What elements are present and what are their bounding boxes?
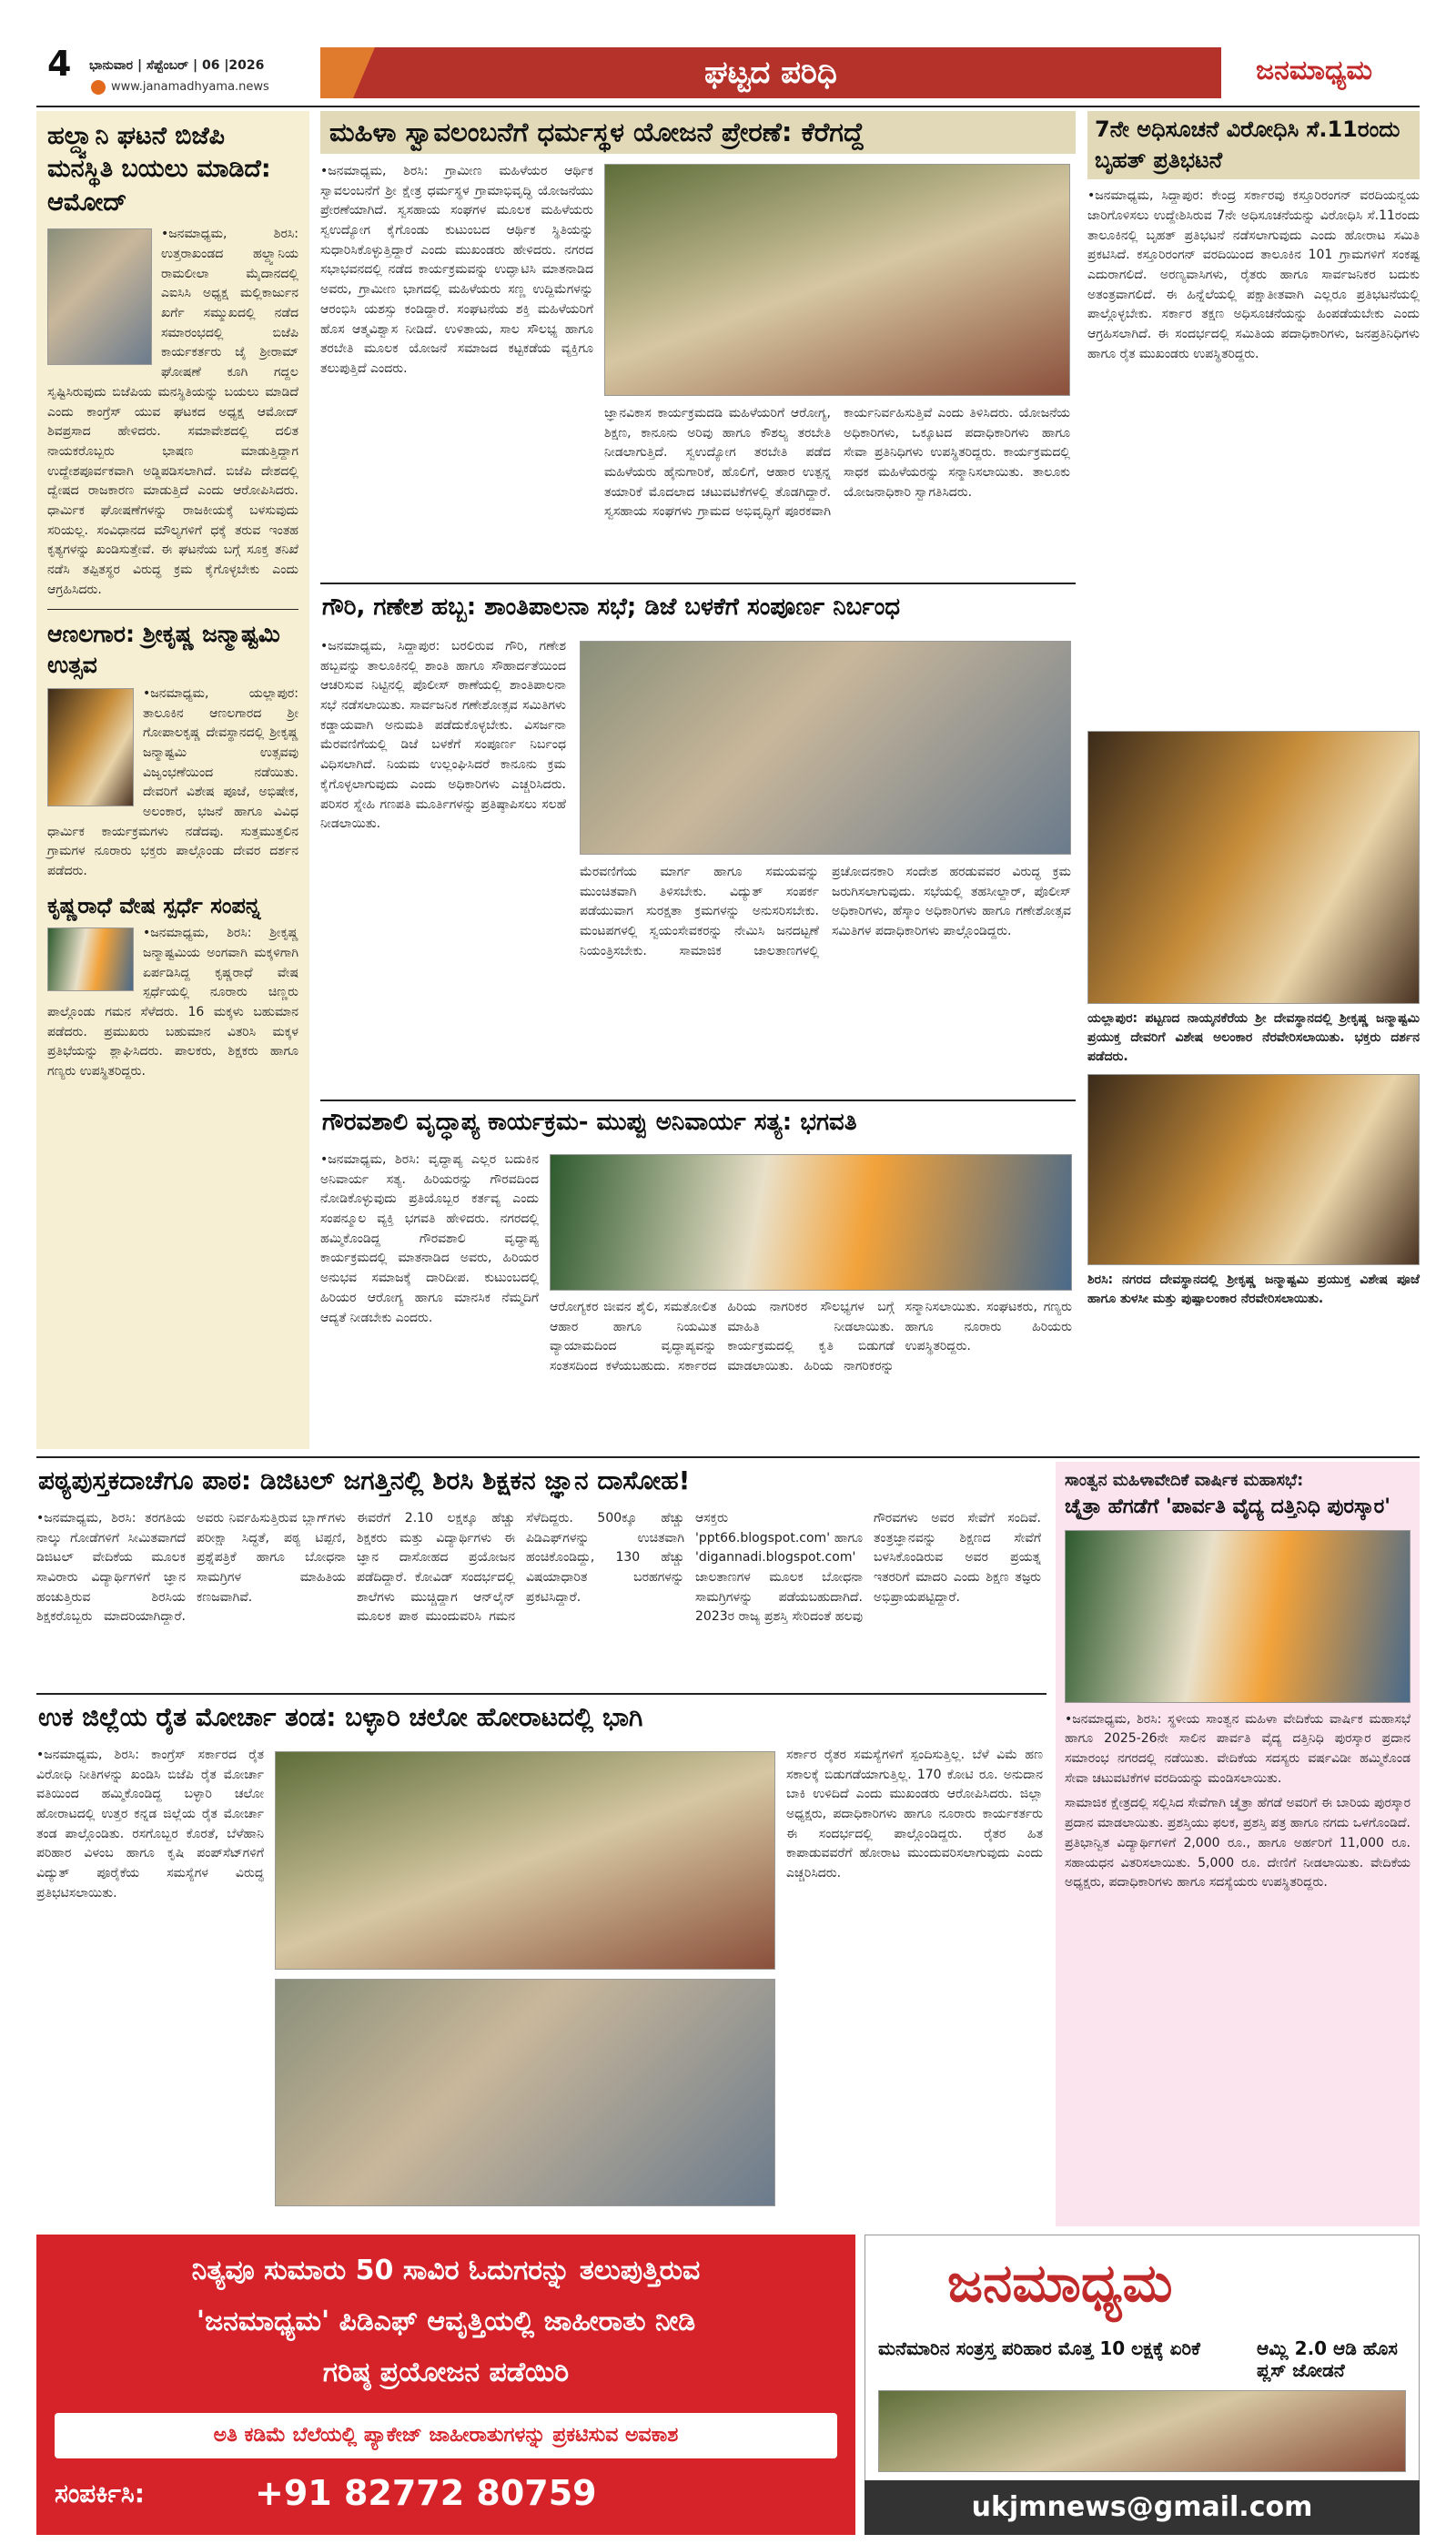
lead-headline: ಮಹಿಳಾ ಸ್ವಾವಲಂಬನೆಗೆ ಧರ್ಮಸ್ಥಳ ಯೋಜನೆ ಪ್ರೇರಣೆ: ಕೆರೆಗದ್ದೆ <box>320 111 1076 154</box>
story3-photo <box>47 927 134 991</box>
right-caption-1: ಯಲ್ಲಾಪುರ: ಪಟ್ಟಣದ ನಾಯ್ಕನಕೆರೆಯ ಶ್ರೀ ದೇವಸ್ಥಾನದಲ್ಲಿ ಶ್ರೀಕೃಷ್ಣ ಜನ್ಮಾಷ್ಟಮಿ ಪ್ರಯುಕ್ತ ದೇವರಿಗೆ ವಿಶೇಷ ಅಲಂಕಾರ ನೆರವೇರಿಸಲಾಯಿತು. ಭಕ್ತರು ದರ್ಶನ ಪಡೆದರು. <box>1087 1011 1420 1065</box>
story1-headline: ಹಲ್ದ್ವಾನಿ ಘಟನೆ ಬಿಜೆಪಿ ಮನಸ್ಥಿತಿ ಬಯಲು ಮಾಡಿದೆ: ಆಮೋದ್ <box>47 122 271 217</box>
website-icon <box>91 80 106 95</box>
farmers-story <box>36 1698 1046 2226</box>
right-temple-photo-2 <box>1087 1074 1420 1265</box>
digital-story <box>36 1462 1046 1689</box>
digital-body-3: ಆಸಕ್ತರು 'ppt66.blogspot.com' ಹಾಗೂ 'digannadi.blogspot.com' ಜಾಲತಾಣಗಳ ಮೂಲಕ ಬೋಧನಾ ಸಾಮಗ್ರಿಗಳನ್ನು ಪಡೆಯಬಹುದಾಗಿದೆ. 2023ರ ರಾಜ್ಯ ಪ್ರಶಸ್ತಿ ಸೇರಿದಂತೆ ಹಲವು ಗೌರವಗಳು ಅವರ ಸೇವೆಗೆ ಸಂದಿವೆ. ತಂತ್ರಜ್ಞಾನವನ್ನು ಶಿಕ್ಷಣದ ಸೇವೆಗೆ ಬಳಸಿಕೊಂಡಿರುವ ಅವರ ಪ್ರಯತ್ನ ಇತರರಿಗೆ ಮಾದರಿ ಎಂದು ಶಿಕ್ಷಣ ತಜ್ಞರು ಅಭಿಪ್ರಾಯಪಟ್ಟಿದ್ದಾರೆ. <box>695 1511 1041 1625</box>
women-kicker: ಸಾಂತ್ವನ ಮಹಿಳಾವೇದಿಕೆ ವಾರ್ಷಿಕ ಮಹಾಸಭೆ: <box>1065 1471 1304 1490</box>
ganesh-body-2: ಮೆರವಣಿಗೆಯ ಮಾರ್ಗ ಹಾಗೂ ಸಮಯವನ್ನು ಮುಂಚಿತವಾಗಿ ತಿಳಿಸಬೇಕು. ವಿದ್ಯುತ್ ಸಂಪರ್ಕ ಪಡೆಯುವಾಗ ಸುರಕ್ಷತಾ ಕ್ರಮಗಳನ್ನು ಅನುಸರಿಸಬೇಕು. ಮಂಟಪಗಳಲ್ಲಿ ಸ್ವಯಂಸೇವಕರನ್ನು ನೇಮಿಸಿ ಜನದಟ್ಟಣೆ ನಿಯಂತ್ರಿಸಬೇಕು. ಸಾಮಾಜಿಕ ಜಾಲತಾಣಗಳಲ್ಲಿ ಪ್ರಚೋದನಕಾರಿ ಸಂದೇಶ ಹರಡುವವರ ವಿರುದ್ಧ ಕ್ರಮ ಜರುಗಿಸಲಾಗುವುದು. ಸಭೆಯಲ್ಲಿ ತಹಸೀಲ್ದಾರ್, ಪೊಲೀಸ್ ಅಧಿಕಾರಿಗಳು, ಹೆಸ್ಕಾಂ ಅಧಿಕಾರಿಗಳು ಹಾಗೂ ಗಣೇಶೋತ್ಸವ ಸಮಿತಿಗಳ ಪದಾಧಿಕಾರಿಗಳು ಪಾಲ್ಗೊಂಡಿದ್ದರು. <box>580 865 1071 958</box>
website-link[interactable]: www.janamadhyama.news <box>111 80 269 94</box>
brand-logo: ಜನಮಾಧ್ಯಮ <box>1256 55 1373 86</box>
header-rule <box>36 106 1420 107</box>
ad-block <box>36 2235 1420 2535</box>
women-story <box>1056 1462 1420 2226</box>
story3-headline: ಕೃಷ್ಣರಾಧೆ ವೇಷ ಸ್ಪರ್ಧೆ ಸಂಪನ್ನ <box>47 892 261 918</box>
elder-body-2: ಆರೋಗ್ಯಕರ ಜೀವನ ಶೈಲಿ, ಸಮತೋಲಿತ ಆಹಾರ ಹಾಗೂ ನಿಯಮಿತ ವ್ಯಾಯಾಮದಿಂದ ವೃದ್ಧಾಪ್ಯವನ್ನು ಸಂತಸದಿಂದ ಕಳೆಯಬಹುದು. ಸರ್ಕಾರದ ಹಿರಿಯ ನಾಗರಿಕರ ಸೌಲಭ್ಯಗಳ ಬಗ್ಗೆ ಮಾಹಿತಿ ನೀಡಲಾಯಿತು. ಕಾರ್ಯಕ್ರಮದಲ್ಲಿ ಕೃತಿ ಬಿಡುಗಡೆ ಮಾಡಲಾಯಿತು. ಹಿರಿಯ ನಾಗರಿಕರನ್ನು ಸನ್ಮಾನಿಸಲಾಯಿತು. ಸಂಘಟಕರು, ಗಣ್ಯರು ಹಾಗೂ ನೂರಾರು ಹಿರಿಯರು ಉಪಸ್ಥಿತರಿದ್ದರು. <box>550 1300 1072 1374</box>
ad-line-4-bar <box>55 2413 837 2458</box>
lead-story <box>320 111 1076 575</box>
ganesh-photo <box>580 641 1071 855</box>
farmers-photo-2 <box>275 1979 775 2206</box>
divider <box>36 1693 1046 1695</box>
ad-line-2: 'ಜನಮಾಧ್ಯಮ' ಪಿಡಿಎಫ್ ಆವೃತ್ತಿಯಲ್ಲಿ ಜಾಹೀರಾತು ನೀಡಿ <box>196 2306 696 2337</box>
ad-mini-headline-1: ಮನೆಮಾರಿನ ಸಂತ್ರಸ್ತ ಪರಿಹಾರ ಮೊತ್ತ 10 ಲಕ್ಷಕ್ಕೆ ಏರಿಕೆ <box>878 2337 1200 2359</box>
ganesh-body-1: •ಜನಮಾಧ್ಯಮ, ಸಿದ್ದಾಪುರ: ಬರಲಿರುವ ಗೌರಿ, ಗಣೇಶ ಹಬ್ಬವನ್ನು ತಾಲೂಕಿನಲ್ಲಿ ಶಾಂತಿ ಹಾಗೂ ಸೌಹಾರ್ದತೆಯಿಂದ ಆಚರಿಸುವ ನಿಟ್ಟಿನಲ್ಲಿ ಪೊಲೀಸ್ ಠಾಣೆಯಲ್ಲಿ ಶಾಂತಿಪಾಲನಾ ಸಭೆ ನಡೆಸಲಾಯಿತು. ಸಾರ್ವಜನಿಕ ಗಣೇಶೋತ್ಸವ ಸಮಿತಿಗಳು ಕಡ್ಡಾಯವಾಗಿ ಅನುಮತಿ ಪಡೆದುಕೊಳ್ಳಬೇಕು. ವಿಸರ್ಜನಾ ಮೆರವಣಿಗೆಯಲ್ಲಿ ಡಿಜೆ ಬಳಕೆಗೆ ಸಂಪೂರ್ಣ ನಿರ್ಬಂಧ ವಿಧಿಸಲಾಗಿದೆ. ನಿಯಮ ಉಲ್ಲಂಘಿಸಿದರೆ ಕಾನೂನು ಕ್ರಮ ಕೈಗೊಳ್ಳಲಾಗುವುದು ಎಂದು ಅಧಿಕಾರಿಗಳು ಎಚ್ಚರಿಸಿದರು. ಪರಿಸರ ಸ್ನೇಹಿ ಗಣಪತಿ ಮೂರ್ತಿಗಳನ್ನು ಪ್ರತಿಷ್ಠಾಪಿಸಲು ಸಲಹೆ ನೀಡಲಾಯಿತು. <box>320 639 566 832</box>
story1-body: •ಜನಮಾಧ್ಯಮ, ಶಿರಸಿ: ಉತ್ತರಾಖಂಡದ ಹಲ್ದ್ವಾನಿಯ ರಾಮಲೀಲಾ ಮೈದಾನದಲ್ಲಿ ಎಐಸಿಸಿ ಅಧ್ಯಕ್ಷ ಮಲ್ಲಿಕಾರ್ಜುನ ಖರ್ಗೆ ಸಮ್ಮುಖದಲ್ಲಿ ನಡೆದ ಸಮಾರಂಭದಲ್ಲಿ ಬಿಜೆಪಿ ಕಾರ್ಯಕರ್ತರು ಜೈ ಶ್ರೀರಾಮ್ ಘೋಷಣೆ ಕೂಗಿ ಗದ್ದಲ ಸೃಷ್ಟಿಸಿರುವುದು ಬಿಜೆಪಿಯ ಮನಸ್ಥಿತಿಯನ್ನು ಬಯಲು ಮಾಡಿದೆ ಎಂದು ಕಾಂಗ್ರೆಸ್ ಯುವ ಘಟಕದ ಅಧ್ಯಕ್ಷ ಆಮೋದ್ ಶಿವಪ್ರಸಾದ ಹೇಳಿದರು. ಸಮಾವೇಶದಲ್ಲಿ ದಲಿತ ನಾಯಕರೊಬ್ಬರು ಭಾಷಣ ಮಾಡುತ್ತಿದ್ದಾಗ ಉದ್ದೇಶಪೂರ್ವಕವಾಗಿ ಅಡ್ಡಿಪಡಿಸಲಾಗಿದೆ. ಬಿಜೆಪಿ ದೇಶದಲ್ಲಿ ದ್ವೇಷದ ರಾಜಕಾರಣ ಮಾಡುತ್ತಿದೆ ಎಂದು ಆರೋಪಿಸಿದರು. ಧಾರ್ಮಿಕ ಘೋಷಣೆಗಳನ್ನು ರಾಜಕೀಯಕ್ಕೆ ಬಳಸುವುದು ಸರಿಯಲ್ಲ. ಸಂವಿಧಾನದ ಮೌಲ್ಯಗಳಿಗೆ ಧಕ್ಕೆ ತರುವ ಇಂತಹ ಕೃತ್ಯಗಳನ್ನು ಖಂಡಿಸುತ್ತೇವೆ. ಈ ಘಟನೆಯ ಬಗ್ಗೆ ಸೂಕ್ತ ತನಿಖೆ ನಡೆಸಿ ತಪ್ಪಿತಸ್ಥರ ವಿರುದ್ಧ ಕ್ರಮ ಕೈಗೊಳ್ಳಬೇಕು ಎಂದು ಆಗ್ರಹಿಸಿದರು. <box>47 227 298 597</box>
farmers-body-2: ಸರ್ಕಾರ ರೈತರ ಸಮಸ್ಯೆಗಳಿಗೆ ಸ್ಪಂದಿಸುತ್ತಿಲ್ಲ. ಬೆಳೆ ವಿಮೆ ಹಣ ಸಕಾಲಕ್ಕೆ ಬಿಡುಗಡೆಯಾಗುತ್ತಿಲ್ಲ. 170 ಕೋಟಿ ರೂ. ಅನುದಾನ ಬಾಕಿ ಉಳಿದಿದೆ ಎಂದು ಮುಖಂಡರು ಆರೋಪಿಸಿದರು. ಜಿಲ್ಲಾ ಅಧ್ಯಕ್ಷರು, ಪದಾಧಿಕಾರಿಗಳು ಹಾಗೂ ನೂರಾರು ಕಾರ್ಯಕರ್ತರು ಈ ಸಂದರ್ಭದಲ್ಲಿ ಪಾಲ್ಗೊಂಡಿದ್ದರು. ರೈತರ ಹಿತ ಕಾಪಾಡುವವರೆಗೆ ಹೋರಾಟ ಮುಂದುವರಿಸಲಾಗುವುದು ಎಂದು ಎಚ್ಚರಿಸಿದರು. <box>786 1748 1043 1881</box>
divider <box>36 1456 1420 1458</box>
elder-photo <box>550 1154 1072 1291</box>
ad-phone[interactable]: +91 82772 80759 <box>255 2473 597 2513</box>
story2-photo <box>47 688 134 806</box>
dateline: ಭಾನುವಾರ | ಸೆಪ್ಟೆಂಬರ್ | 06 |2026 <box>89 58 265 73</box>
elder-headline: ಗೌರವಶಾಲಿ ವೃದ್ಧಾಪ್ಯ ಕಾರ್ಯಕ್ರಮ- ಮುಪ್ಪು ಅನಿವಾರ್ಯ ಸತ್ಯ: ಭಗವತಿ <box>322 1109 857 1136</box>
elder-body-1: •ಜನಮಾಧ್ಯಮ, ಶಿರಸಿ: ವೃದ್ಧಾಪ್ಯ ಎಲ್ಲರ ಬದುಕಿನ ಅನಿವಾರ್ಯ ಸತ್ಯ. ಹಿರಿಯರನ್ನು ಗೌರವದಿಂದ ನೋಡಿಕೊಳ್ಳುವುದು ಪ್ರತಿಯೊಬ್ಬರ ಕರ್ತವ್ಯ ಎಂದು ಸಂಪನ್ಮೂಲ ವ್ಯಕ್ತಿ ಭಗವತಿ ಹೇಳಿದರು. ನಗರದಲ್ಲಿ ಹಮ್ಮಿಕೊಂಡಿದ್ದ ಗೌರವಶಾಲಿ ವೃದ್ಧಾಪ್ಯ ಕಾರ್ಯಕ್ರಮದಲ್ಲಿ ಮಾತನಾಡಿದ ಅವರು, ಹಿರಿಯರ ಅನುಭವ ಸಮಾಜಕ್ಕೆ ದಾರಿದೀಪ. ಕುಟುಂಬದಲ್ಲಿ ಹಿರಿಯರ ಆರೋಗ್ಯ ಹಾಗೂ ಮಾನಸಿಕ ನೆಮ್ಮದಿಗೆ ಆದ್ಯತೆ ನೀಡಬೇಕು ಎಂದರು. <box>320 1152 539 1325</box>
page-number: 4 <box>47 44 72 84</box>
ad-mini-photo <box>878 2390 1406 2472</box>
ad-contact-label: ಸಂಪರ್ಕಿಸಿ: <box>55 2478 145 2509</box>
right-caption-2: ಶಿರಸಿ: ನಗರದ ದೇವಸ್ಥಾನದಲ್ಲಿ ಶ್ರೀಕೃಷ್ಣ ಜನ್ಮಾಷ್ಟಮಿ ಪ್ರಯುಕ್ತ ವಿಶೇಷ ಪೂಜೆ ಹಾಗೂ ತುಳಸೀ ಮತ್ತು ಪುಷ್ಪಾಲಂಕಾರ ನೆರವೇರಿಸಲಾಯಿತು. <box>1087 1272 1420 1307</box>
digital-body-2: ಈವರೆಗೆ 2.10 ಲಕ್ಷಕ್ಕೂ ಹೆಚ್ಚು ಶಿಕ್ಷಕರು ಮತ್ತು ವಿದ್ಯಾರ್ಥಿಗಳು ಈ ಜ್ಞಾನ ದಾಸೋಹದ ಪ್ರಯೋಜನ ಪಡೆದಿದ್ದಾರೆ. ಕೋವಿಡ್ ಸಂದರ್ಭದಲ್ಲಿ ಶಾಲೆಗಳು ಮುಚ್ಚಿದ್ದಾಗ ಆನ್‌ಲೈನ್ ಮೂಲಕ ಪಾಠ ಮುಂದುವರಿಸಿ ಗಮನ ಸೆಳೆದಿದ್ದರು. 500ಕ್ಕೂ ಹೆಚ್ಚು ಪಿಡಿಎಫ್‌ಗಳನ್ನು ಉಚಿತವಾಗಿ ಹಂಚಿಕೊಂಡಿದ್ದು, 130 ಹೆಚ್ಚು ವಿಷಯಾಧಾರಿತ ಬರಹಗಳನ್ನು ಪ್ರಕಟಿಸಿದ್ದಾರೆ. <box>357 1511 684 1625</box>
right-top-body: •ಜನಮಾಧ್ಯಮ, ಸಿದ್ದಾಪುರ: ಕೇಂದ್ರ ಸರ್ಕಾರವು ಕಸ್ತೂರಿರಂಗನ್ ವರದಿಯನ್ವಯ ಜಾರಿಗೊಳಿಸಲು ಉದ್ದೇಶಿಸಿರುವ 7ನೇ ಅಧಿಸೂಚನೆಯನ್ನು ವಿರೋಧಿಸಿ ಸೆ.11ರಂದು ತಾಲೂಕಿನಲ್ಲಿ ಬೃಹತ್ ಪ್ರತಿಭಟನೆ ನಡೆಸಲಾಗುವುದು ಎಂದು ಹೋರಾಟ ಸಮಿತಿ ಪ್ರಕಟಿಸಿದೆ. ಕಸ್ತೂರಿರಂಗನ್ ವರದಿಯಿಂದ ತಾಲೂಕಿನ 101 ಗ್ರಾಮಗಳಿಗೆ ಸಂಕಷ್ಟ ಎದುರಾಗಲಿದೆ. ಅರಣ್ಯವಾಸಿಗಳು, ರೈತರು ಹಾಗೂ ಸಾರ್ವಜನಿಕರ ಬದುಕು ಅತಂತ್ರವಾಗಲಿದೆ. ಈ ಹಿನ್ನೆಲೆಯಲ್ಲಿ ಪಕ್ಷಾತೀತವಾಗಿ ಎಲ್ಲರೂ ಪ್ರತಿಭಟನೆಯಲ್ಲಿ ಪಾಲ್ಗೊಳ್ಳಬೇಕು. ಸರ್ಕಾರ ತಕ್ಷಣ ಅಧಿಸೂಚನೆಯನ್ನು ಹಿಂಪಡೆಯಬೇಕು ಎಂದು ಆಗ್ರಹಿಸಲಾಗಿದೆ. ಈ ಸಂದರ್ಭದಲ್ಲಿ ಸಮಿತಿಯ ಪದಾಧಿಕಾರಿಗಳು, ಜನಪ್ರತಿನಿಧಿಗಳು ಹಾಗೂ ರೈತ ಮುಖಂಡರು ಉಪಸ್ಥಿತರಿದ್ದರು. <box>1087 188 1420 361</box>
section-title: ಘಟ್ಟದ ಪರಿಧಿ <box>704 55 837 91</box>
farmers-photo-1 <box>275 1751 775 1970</box>
page-header <box>0 0 1456 109</box>
farmers-body-1: •ಜನಮಾಧ್ಯಮ, ಶಿರಸಿ: ಕಾಂಗ್ರೆಸ್ ಸರ್ಕಾರದ ರೈತ ವಿರೋಧಿ ನೀತಿಗಳನ್ನು ಖಂಡಿಸಿ ಬಿಜೆಪಿ ರೈತ ಮೋರ್ಚಾ ವತಿಯಿಂದ ಹಮ್ಮಿಕೊಂಡಿದ್ದ ಬಳ್ಳಾರಿ ಚಲೋ ಹೋರಾಟದಲ್ಲಿ ಉತ್ತರ ಕನ್ನಡ ಜಿಲ್ಲೆಯ ರೈತ ಮೋರ್ಚಾ ತಂಡ ಪಾಲ್ಗೊಂಡಿತು. ರಸಗೊಬ್ಬರ ಕೊರತೆ, ಬೆಳೆಹಾನಿ ಪರಿಹಾರ ವಿಳಂಬ ಹಾಗೂ ಕೃಷಿ ಪಂಪ್‌ಸೆಟ್‌ಗಳಿಗೆ ವಿದ್ಯುತ್ ಪೂರೈಕೆಯ ಸಮಸ್ಯೆಗಳ ವಿರುದ್ಧ ಪ್ರತಿಭಟಿಸಲಾಯಿತು. <box>36 1748 264 1900</box>
left-column <box>36 111 309 1449</box>
story3-body: •ಜನಮಾಧ್ಯಮ, ಶಿರಸಿ: ಶ್ರೀಕೃಷ್ಣ ಜನ್ಮಾಷ್ಟಮಿಯ ಅಂಗವಾಗಿ ಮಕ್ಕಳಿಗಾಗಿ ಏರ್ಪಡಿಸಿದ್ದ ಕೃಷ್ಣರಾಧೆ ವೇಷ ಸ್ಪರ್ಧೆಯಲ್ಲಿ ನೂರಾರು ಚಿಣ್ಣರು ಪಾಲ್ಗೊಂಡು ಗಮನ ಸೆಳೆದರು. 16 ಮಕ್ಕಳು ಬಹುಮಾನ ಪಡೆದರು. ಪ್ರಮುಖರು ಬಹುಮಾನ ವಿತರಿಸಿ ಮಕ್ಕಳ ಪ್ರತಿಭೆಯನ್ನು ಶ್ಲಾಘಿಸಿದರು. ಪಾಲಕರು, ಶಿಕ್ಷಕರು ಹಾಗೂ ಗಣ್ಯರು ಉಪಸ್ಥಿತರಿದ್ದರು. <box>47 926 298 1079</box>
digital-headline: ಪಠ್ಯಪುಸ್ತಕದಾಚೆಗೂ ಪಾಠ: ಡಿಜಿಟಲ್ ಜಗತ್ತಿನಲ್ಲಿ ಶಿರಸಿ ಶಿಕ್ಷಕನ ಜ್ಞಾನ ದಾಸೋಹ! <box>38 1465 691 1495</box>
lead-body-1: •ಜನಮಾಧ್ಯಮ, ಶಿರಸಿ: ಗ್ರಾಮೀಣ ಮಹಿಳೆಯರ ಆರ್ಥಿಕ ಸ್ವಾವಲಂಬನೆಗೆ ಶ್ರೀ ಕ್ಷೇತ್ರ ಧರ್ಮಸ್ಥಳ ಗ್ರಾಮಾಭಿವೃದ್ಧಿ ಯೋಜನೆಯು ಪ್ರೇರಣೆಯಾಗಿದೆ. ಸ್ವಸಹಾಯ ಸಂಘಗಳ ಮೂಲಕ ಮಹಿಳೆಯರು ಸ್ವಉದ್ಯೋಗ ಕೈಗೊಂಡು ಕುಟುಂಬದ ಆರ್ಥಿಕ ಸ್ಥಿತಿಯನ್ನು ಸುಧಾರಿಸಿಕೊಳ್ಳುತ್ತಿದ್ದಾರೆ ಎಂದು ಮುಖಂಡರು ಹೇಳಿದರು. ನಗರದ ಸಭಾಭವನದಲ್ಲಿ ನಡೆದ ಕಾರ್ಯಕ್ರಮವನ್ನು ಉದ್ಘಾಟಿಸಿ ಮಾತನಾಡಿದ ಅವರು, ಗ್ರಾಮೀಣ ಭಾಗದಲ್ಲಿ ಮಹಿಳೆಯರು ಸಣ್ಣ ಉದ್ದಿಮೆಗಳನ್ನು ಆರಂಭಿಸಿ ಯಶಸ್ಸು ಕಂಡಿದ್ದಾರೆ. ಸಂಘಟನೆಯ ಶಕ್ತಿ ಮಹಿಳೆಯರಿಗೆ ಹೊಸ ಆತ್ಮವಿಶ್ವಾಸ ನೀಡಿದೆ. ಉಳಿತಾಯ, ಸಾಲ ಸೌಲಭ್ಯ ಹಾಗೂ ತರಬೇತಿ ಮೂಲಕ ಯೋಜನೆ ಸಮಾಜದ ಕಟ್ಟಕಡೆಯ ವ್ಯಕ್ತಿಗೂ ತಲುಪುತ್ತಿದೆ ಎಂದರು. <box>320 164 593 376</box>
lead-photo <box>604 164 1070 396</box>
ad-line-1: ನಿತ್ಯವೂ ಸುಮಾರು 50 ಸಾವಿರ ಓದುಗರನ್ನು ತಲುಪುತ್ತಿರುವ <box>191 2255 701 2286</box>
ad-line-3: ಗರಿಷ್ಠ ಪ್ರಯೋಜನ ಪಡೆಯಿರಿ <box>322 2356 570 2388</box>
right-top-headline: 7ನೇ ಅಧಿಸೂಚನೆ ವಿರೋಧಿಸಿ ಸೆ.11ರಂದು ಬೃಹತ್ ಪ್ರತಿಭಟನೆ <box>1087 111 1420 179</box>
ad-line-4: ಅತಿ ಕಡಿಮೆ ಬೆಲೆಯಲ್ಲಿ ಪ್ಯಾಕೇಜ್ ಜಾಹೀರಾತುಗಳನ್ನು ಪ್ರಕಟಿಸುವ ಅವಕಾಶ <box>213 2424 679 2447</box>
story1-photo <box>47 228 152 365</box>
digital-body-1: •ಜನಮಾಧ್ಯಮ, ಶಿರಸಿ: ತರಗತಿಯ ನಾಲ್ಕು ಗೋಡೆಗಳಿಗೆ ಸೀಮಿತವಾಗದೆ ಡಿಜಿಟಲ್ ವೇದಿಕೆಯ ಮೂಲಕ ಸಾವಿರಾರು ವಿದ್ಯಾರ್ಥಿಗಳಿಗೆ ಜ್ಞಾನ ಹಂಚುತ್ತಿರುವ ಶಿರಸಿಯ ಶಿಕ್ಷಕರೊಬ್ಬರು ಮಾದರಿಯಾಗಿದ್ದಾರೆ. ಅವರು ನಿರ್ವಹಿಸುತ್ತಿರುವ ಬ್ಲಾಗ್‌ಗಳು ಪರೀಕ್ಷಾ ಸಿದ್ಧತೆ, ಪಠ್ಯ ಟಿಪ್ಪಣಿ, ಪ್ರಶ್ನೆಪತ್ರಿಕೆ ಹಾಗೂ ಬೋಧನಾ ಸಾಮಗ್ರಿಗಳ ಮಾಹಿತಿಯ ಕಣಜವಾಗಿವೆ. <box>36 1511 346 1625</box>
ad-email-bar <box>864 2480 1420 2535</box>
story2-body: •ಜನಮಾಧ್ಯಮ, ಯಲ್ಲಾಪುರ: ತಾಲೂಕಿನ ಆಣಲಗಾರದ ಶ್ರೀ ಗೋಪಾಲಕೃಷ್ಣ ದೇವಸ್ಥಾನದಲ್ಲಿ ಶ್ರೀಕೃಷ್ಣ ಜನ್ಮಾಷ್ಟಮಿ ಉತ್ಸವವು ವಿಜೃಂಭಣೆಯಿಂದ ನಡೆಯಿತು. ದೇವರಿಗೆ ವಿಶೇಷ ಪೂಜೆ, ಅಭಿಷೇಕ, ಅಲಂಕಾರ, ಭಜನೆ ಹಾಗೂ ವಿವಿಧ ಧಾರ್ಮಿಕ ಕಾರ್ಯಕ್ರಮಗಳು ನಡೆದವು. ಸುತ್ತಮುತ್ತಲಿನ ಗ್ರಾಮಗಳ ನೂರಾರು ಭಕ್ತರು ಪಾಲ್ಗೊಂಡು ದೇವರ ದರ್ಶನ ಪಡೆದರು. <box>47 685 298 879</box>
story2-headline: ಆಣಲಗಾರ: ಶ್ರೀಕೃಷ್ಣ ಜನ್ಮಾಷ್ಟಮಿ ಉತ್ಸವ <box>47 621 280 679</box>
women-photo <box>1065 1530 1410 1703</box>
women-body-1: •ಜನಮಾಧ್ಯಮ, ಶಿರಸಿ: ಸ್ಥಳೀಯ ಸಾಂತ್ವನ ಮಹಿಳಾ ವೇದಿಕೆಯ ವಾರ್ಷಿಕ ಮಹಾಸಭೆ ಹಾಗೂ 2025-26ನೇ ಸಾಲಿನ ಪಾರ್ವತಿ ವೈದ್ಯ ದತ್ತಿನಿಧಿ ಪುರಸ್ಕಾರ ಪ್ರದಾನ ಸಮಾರಂಭ ನಗರದಲ್ಲಿ ನಡೆಯಿತು. ವೇದಿಕೆಯ ಸದಸ್ಯರು ವರ್ಷವಿಡೀ ಹಮ್ಮಿಕೊಂಡ ಸೇವಾ ಚಟುವಟಿಕೆಗಳ ವರದಿಯನ್ನು ಮಂಡಿಸಲಾಯಿತು. <box>1065 1711 1410 1786</box>
divider <box>320 1100 1076 1101</box>
divider <box>47 609 298 610</box>
ganesh-headline: ಗೌರಿ, ಗಣೇಶ ಹಬ್ಬ: ಶಾಂತಿಪಾಲನಾ ಸಭೆ; ಡಿಜೆ ಬಳಕೆಗೆ ಸಂಪೂರ್ಣ ನಿರ್ಬಂಧ <box>322 593 901 621</box>
ganesh-story <box>320 590 1076 1095</box>
ad-mini-headline-2: ಆಮ್ಲಿ 2.0 ಆಡಿ ಹೊಸ ಪ್ಲಸ್ ಜೋಡನೆ <box>1257 2337 1398 2381</box>
lead-body-2: ಜ್ಞಾನವಿಕಾಸ ಕಾರ್ಯಕ್ರಮದಡಿ ಮಹಿಳೆಯರಿಗೆ ಆರೋಗ್ಯ, ಶಿಕ್ಷಣ, ಕಾನೂನು ಅರಿವು ಹಾಗೂ ಕೌಶಲ್ಯ ತರಬೇತಿ ನೀಡಲಾಗುತ್ತಿದೆ. ಸ್ವಉದ್ಯೋಗ ತರಬೇತಿ ಪಡೆದ ಮಹಿಳೆಯರು ಹೈನುಗಾರಿಕೆ, ಹೊಲಿಗೆ, ಆಹಾರ ಉತ್ಪನ್ನ ತಯಾರಿಕೆ ಮೊದಲಾದ ಚಟುವಟಿಕೆಗಳಲ್ಲಿ ತೊಡಗಿದ್ದಾರೆ. ಸ್ವಸಹಾಯ ಸಂಘಗಳು ಗ್ರಾಮದ ಅಭಿವೃದ್ಧಿಗೆ ಪೂರಕವಾಗಿ ಕಾರ್ಯನಿರ್ವಹಿಸುತ್ತಿವೆ ಎಂದು ತಿಳಿಸಿದರು. ಯೋಜನೆಯ ಅಧಿಕಾರಿಗಳು, ಒಕ್ಕೂಟದ ಪದಾಧಿಕಾರಿಗಳು ಹಾಗೂ ಸೇವಾ ಪ್ರತಿನಿಧಿಗಳು ಉಪಸ್ಥಿತರಿದ್ದರು. ಕಾರ್ಯಕ್ರಮದಲ್ಲಿ ಸಾಧಕ ಮಹಿಳೆಯರನ್ನು ಸನ್ಮಾನಿಸಲಾಯಿತು. ತಾಲೂಕು ಯೋಜನಾಧಿಕಾರಿ ಸ್ವಾಗತಿಸಿದರು. <box>604 406 1070 520</box>
ad-masthead: ಜನಮಾಧ್ಯಮ <box>947 2252 1173 2314</box>
ad-left <box>36 2235 855 2535</box>
right-top-story <box>1087 111 1420 1449</box>
farmers-headline: ಉಕ ಜಿಲ್ಲೆಯ ರೈತ ಮೋರ್ಚಾ ತಂಡ: ಬಳ್ಳಾರಿ ಚಲೋ ಹೋರಾಟದಲ್ಲಿ ಭಾಗಿ <box>38 1702 643 1732</box>
women-body-2: ಸಾಮಾಜಿಕ ಕ್ಷೇತ್ರದಲ್ಲಿ ಸಲ್ಲಿಸಿದ ಸೇವೆಗಾಗಿ ಚೈತ್ರಾ ಹೆಗಡೆ ಅವರಿಗೆ ಈ ಬಾರಿಯ ಪುರಸ್ಕಾರ ಪ್ರದಾನ ಮಾಡಲಾಯಿತು. ಪ್ರಶಸ್ತಿಯು ಫಲಕ, ಪ್ರಶಸ್ತಿ ಪತ್ರ ಹಾಗೂ ನಗದು ಒಳಗೊಂಡಿದೆ. ಪ್ರತಿಭಾನ್ವಿತ ವಿದ್ಯಾರ್ಥಿಗಳಿಗೆ 2,000 ರೂ., ಹಾಗೂ ಅರ್ಹರಿಗೆ 11,000 ರೂ. ಸಹಾಯಧನ ವಿತರಿಸಲಾಯಿತು. 5,000 ರೂ. ದೇಣಿಗೆ ನೀಡಲಾಯಿತು. ವೇದಿಕೆಯ ಅಧ್ಯಕ್ಷರು, ಪದಾಧಿಕಾರಿಗಳು ಹಾಗೂ ಸದಸ್ಯೆಯರು ಉಪಸ್ಥಿತರಿದ್ದರು. <box>1065 1796 1410 1890</box>
right-temple-photo-1 <box>1087 731 1420 1004</box>
divider <box>320 583 1076 584</box>
women-headline: ಚೈತ್ರಾ ಹೆಗಡೆಗೆ 'ಪಾರ್ವತಿ ವೈದ್ಯ ದತ್ತಿನಿಧಿ ಪುರಸ್ಕಾರ' <box>1065 1495 1390 1518</box>
elder-story <box>320 1105 1076 1451</box>
section-title-bar <box>320 47 1221 98</box>
ad-email[interactable]: ukjmnews@gmail.com <box>971 2491 1313 2523</box>
